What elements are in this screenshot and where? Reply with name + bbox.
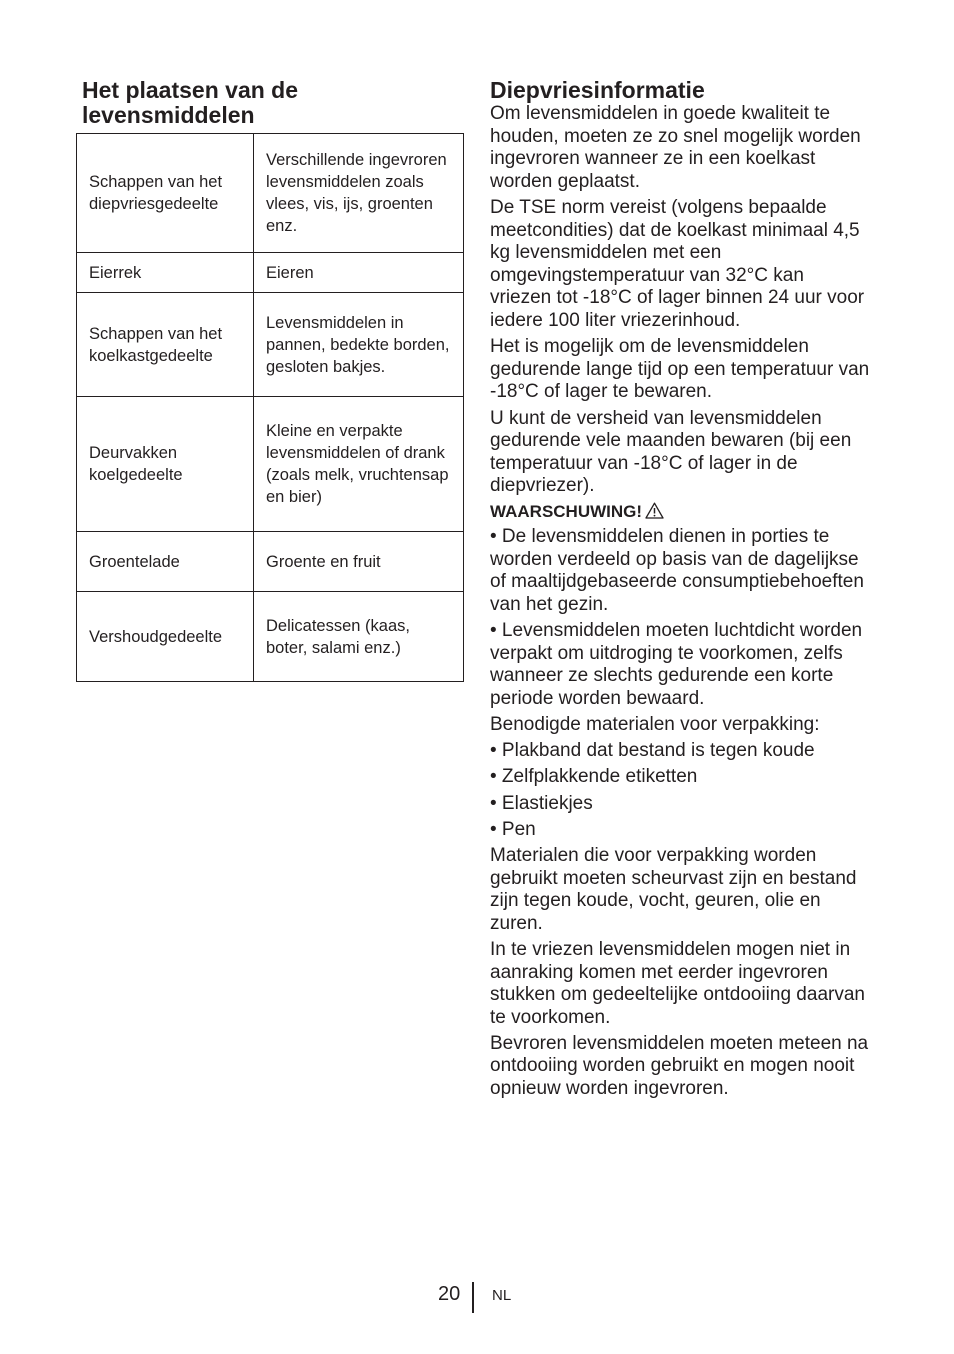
- table-cell-place: Schappen van het diepvriesgedeelte: [77, 134, 254, 253]
- materials-list-item: • Pen: [490, 818, 536, 840]
- table-cell-place: Vershoudgedeelte: [77, 592, 254, 682]
- table-row: [77, 592, 464, 682]
- materials-intro: Benodigde materialen voor verpakking:: [490, 714, 820, 735]
- paragraph: In te vriezen levensmiddelen mogen niet in aanraking komen met eerder ingevroren stukken om gedeeltelijke ontdooiing daarvan te voorkomen.: [490, 938, 865, 1028]
- right-column: [490, 78, 870, 1104]
- table-row: [77, 397, 464, 532]
- left-column: [76, 78, 464, 682]
- materials-list-item: • Zelfplakkende etiketten: [490, 766, 698, 788]
- paragraph: U kunt de versheid van levensmiddelen gedurende vele maanden bewaren (bij een temperatuur van -18°C of lager in de diepvriezer).: [490, 407, 852, 497]
- paragraph: Het is mogelijk om de levensmiddelen gedurende lange tijd op een temperatuur van -18°C of lager te bewaren.: [490, 336, 870, 403]
- table-cell-food: Delicatessen (kaas, boter, salami enz.): [254, 592, 464, 682]
- page-number: 20: [438, 1283, 461, 1305]
- section-title-freezing-info: Diepvriesinformatie: [490, 77, 705, 103]
- table-cell-food: Kleine en verpakte levensmiddelen of drank (zoals melk, vruchtensap en bier): [254, 397, 464, 532]
- table-row: [77, 134, 464, 253]
- paragraph: Bevroren levensmiddelen moeten meteen na ontdooiing worden gebruikt en mogen nooit opnieuw worden ingevroren.: [490, 1032, 869, 1100]
- table-cell-place: Schappen van het koelkastgedeelte: [77, 293, 254, 397]
- table-cell-place: Eierrek: [77, 253, 254, 293]
- materials-list-item: • Elastiekjes: [490, 792, 593, 814]
- paragraph: Materialen die voor verpakking worden gebruikt moeten scheurvast zijn en bestand zijn tegen koude, vocht, geuren, olie en zuren.: [490, 844, 857, 934]
- table-row: [77, 253, 464, 293]
- materials-list-item: • Plakband dat bestand is tegen koude: [490, 740, 815, 762]
- warning-heading: [490, 501, 870, 526]
- table-cell-food: Verschillende ingevroren levensmiddelen zoals vlees, vis, ijs, groenten enz.: [254, 134, 464, 253]
- paragraph: Om levensmiddelen in goede kwaliteit te houden, moeten ze zo snel mogelijk worden ingevroren wanneer ze in een koelkast worden geplaatst.: [490, 103, 861, 192]
- language-code: NL: [492, 1287, 512, 1304]
- food-placement-table: [76, 133, 464, 682]
- footer-divider: [472, 1282, 474, 1313]
- warning-triangle-icon: [645, 502, 664, 526]
- table-row: [77, 293, 464, 397]
- paragraph: De TSE norm vereist (volgens bepaalde meetcondities) dat de koelkast minimaal 4,5 kg levensmiddelen met een omgevingstemperatuur van 32°C kan vriezen tot -18°C of lager binnen 24 uur voor iedere 100 liter vriezerinhoud.: [490, 196, 865, 331]
- warning-title: WAARSCHUWING!: [490, 502, 643, 522]
- page-footer: [0, 1282, 954, 1312]
- warning-bullet: • Levensmiddelen moeten luchtdicht worden verpakt om uitdroging te voorkomen, zelfs wanneer ze slechts gedurende een korte periode worden bewaard.: [490, 620, 863, 709]
- table-row: [77, 532, 464, 592]
- section-title-placing-food: Het plaatsen van de levensmiddelen: [82, 77, 299, 128]
- warning-bullet: • De levensmiddelen dienen in porties te worden verdeeld op basis van de dagelijkse of maaltijdgebaseerde consumptiebehoeften van het gezin.: [490, 526, 864, 615]
- table-cell-food: Eieren: [254, 253, 464, 293]
- table-cell-place: Deurvakken koelgedeelte: [77, 397, 254, 532]
- table-cell-food: Groente en fruit: [254, 532, 464, 592]
- table-cell-food: Levensmiddelen in pannen, bedekte borden, gesloten bakjes.: [254, 293, 464, 397]
- table-cell-place: Groentelade: [77, 532, 254, 592]
